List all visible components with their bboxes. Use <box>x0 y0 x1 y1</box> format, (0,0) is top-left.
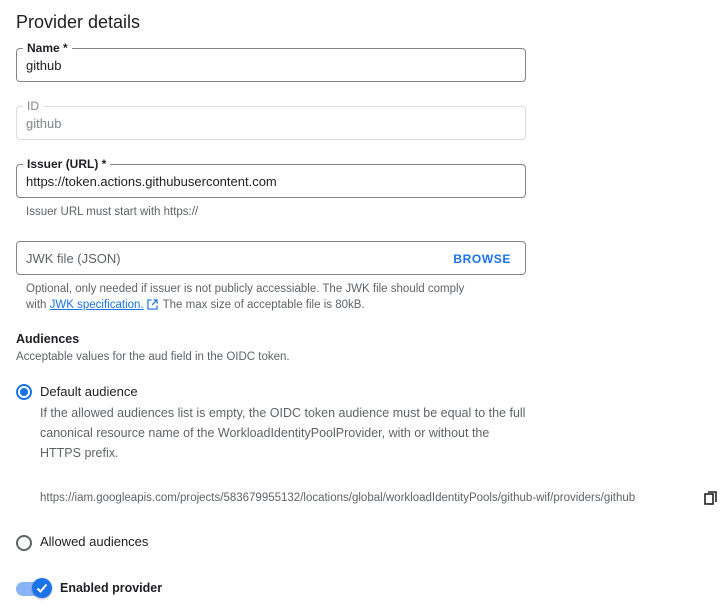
jwk-file-hint-line1: Optional, only needed if issuer is not publicly accessiable. The JWK file should comply <box>26 283 465 295</box>
id-field-value: github <box>26 116 62 131</box>
copy-icon[interactable] <box>704 491 718 505</box>
enabled-provider-label: Enabled provider <box>60 581 163 595</box>
issuer-url-field-value: https://token.actions.githubusercontent.com <box>26 174 277 189</box>
id-field-label: ID <box>23 99 43 113</box>
jwk-hint-tail: The max size of acceptable file is 80kB. <box>162 299 365 311</box>
allowed-audiences-label[interactable]: Allowed audiences <box>40 534 149 549</box>
name-field[interactable] <box>16 41 526 82</box>
enabled-provider-toggle[interactable] <box>32 578 52 598</box>
jwk-specification-link[interactable]: JWK specification. <box>49 299 144 311</box>
issuer-url-field[interactable] <box>16 157 526 198</box>
external-link-icon <box>147 299 158 315</box>
browse-button[interactable]: BROWSE <box>453 252 511 266</box>
default-audience-description: If the allowed audiences list is empty, the OIDC token audience must be equal to the full canonical resource name of the WorkloadIdentityPoolProvider, with or without the HTTPS prefix. <box>40 406 526 460</box>
name-field-value: github <box>26 58 62 73</box>
audiences-description: Acceptable values for the aud field in the OIDC token. <box>16 351 290 363</box>
issuer-url-hint: Issuer URL must start with https:// <box>26 206 199 218</box>
default-audience-radio[interactable] <box>16 384 32 400</box>
audiences-title: Audiences <box>16 332 80 346</box>
page-title: Provider details <box>16 12 141 32</box>
id-field <box>16 99 526 140</box>
check-icon <box>35 581 49 595</box>
jwk-file-field[interactable] <box>16 241 526 275</box>
jwk-file-hint-line2 <box>26 297 365 315</box>
jwk-file-placeholder: JWK file (JSON) <box>26 251 121 266</box>
default-audience-resource-name: https://iam.googleapis.com/projects/583679955132/locations/global/workloadIdentityPools/github-wif/providers/github <box>40 492 636 504</box>
name-field-label: Name * <box>23 41 72 55</box>
allowed-audiences-radio[interactable] <box>16 535 32 551</box>
default-audience-label[interactable]: Default audience <box>40 384 138 399</box>
jwk-hint-with: with <box>26 299 47 311</box>
issuer-url-field-label: Issuer (URL) * <box>23 157 110 171</box>
